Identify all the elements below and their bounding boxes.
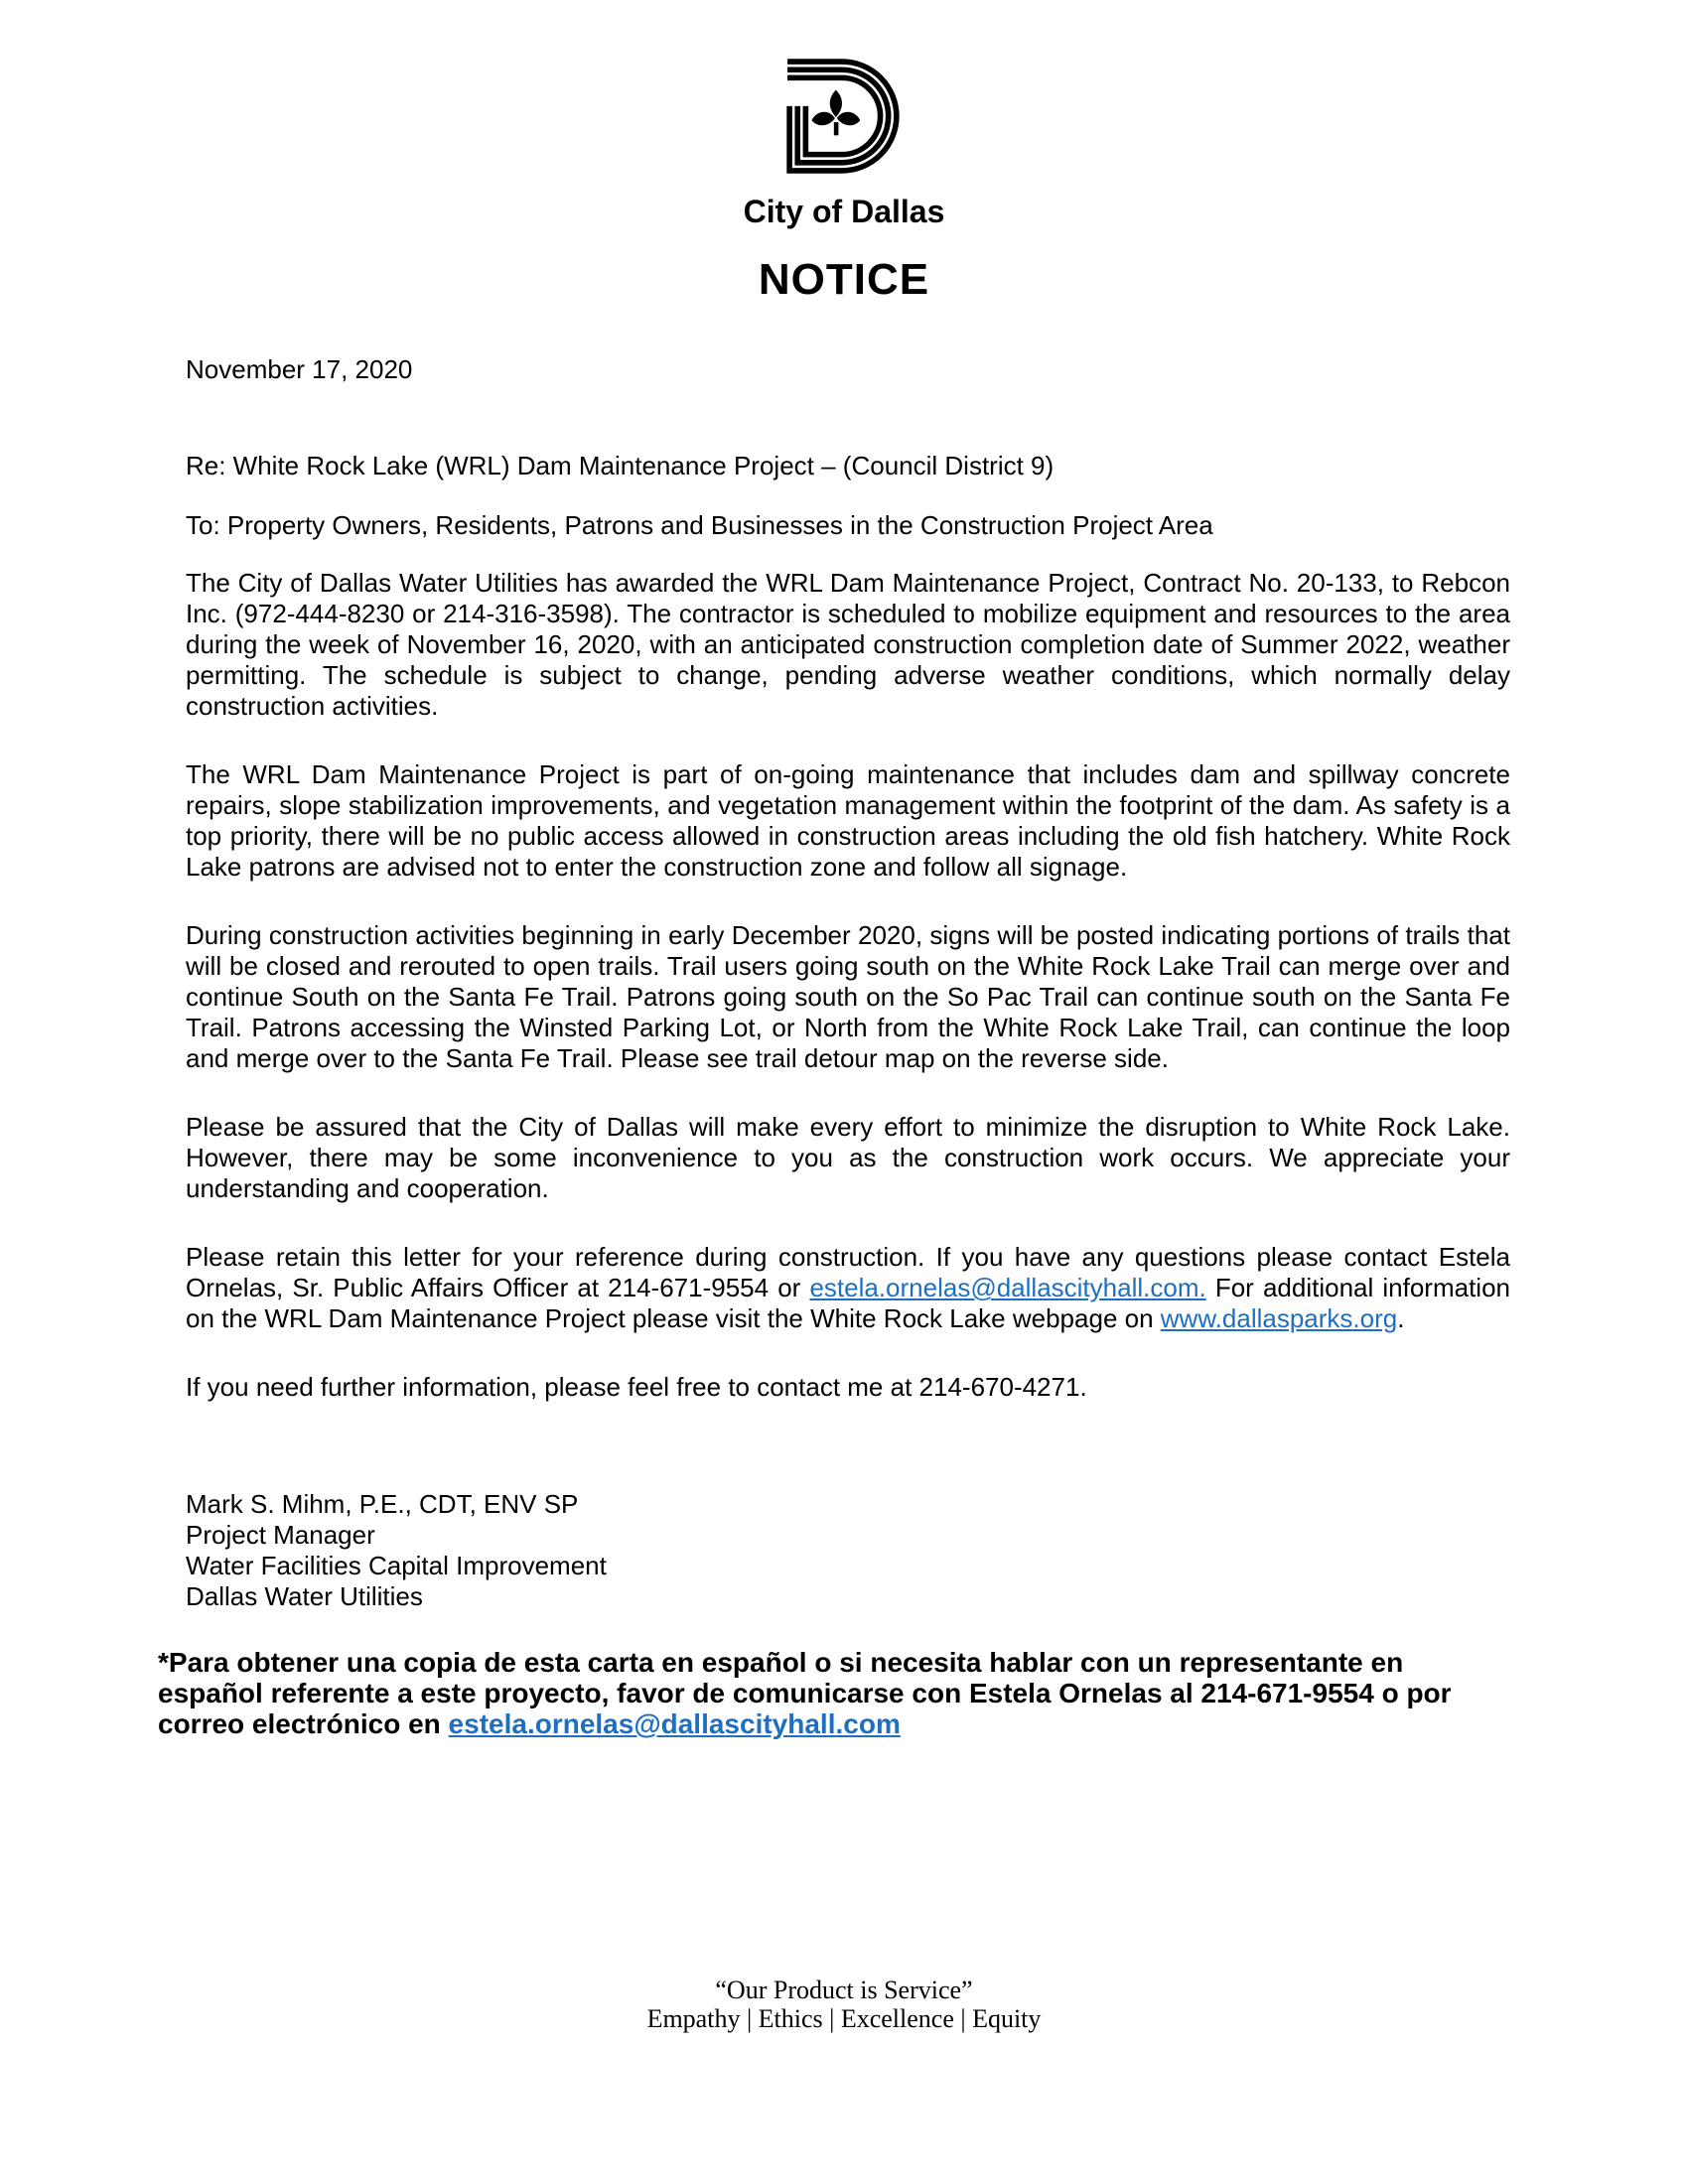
- text-segment: *Para obtener una copia de esta carta en español o si necesita hablar con un representante en español referente a este proyecto, favor de comunicarse con Estela Ornelas al 214-671-9554 o por correo electrónico en: [158, 1647, 1452, 1739]
- signatory-title: Project Manager: [186, 1520, 375, 1550]
- maintenance-paragraph: The WRL Dam Maintenance Project is part of on-going maintenance that includes dam and spillway concrete repairs, slope stabilization improvements, and vegetation management within the footprint of the dam. As safety is a top priority, there will be no public access allowed in construction areas including the old fish hatchery. White Rock Lake patrons are advised not to enter the construction zone and follow all signage.: [186, 759, 1510, 882]
- org-name: City of Dallas: [743, 194, 945, 229]
- email-link[interactable]: estela.ornelas@dallascityhall.com.: [809, 1273, 1206, 1302]
- footer-motto: “Our Product is Service”: [715, 1976, 973, 2004]
- dallasparks-link[interactable]: www.dallasparks.org: [1160, 1303, 1398, 1333]
- text-segment: .: [1397, 1303, 1405, 1333]
- text-segment: Please retain this letter for your reference during construction. If you have any questions please contact Estela Ornelas, Sr. Public Affairs Officer at 214-671-9554 or: [186, 1242, 1510, 1302]
- trail-detour-paragraph: During construction activities beginning in early December 2020, signs will be posted indicating portions of trails that will be closed and rerouted to open trails. Trail users going south on the White Rock Lake Trail can merge over and continue South on the Santa Fe Trail. Patrons going south on the So Pac Trail can continue south on the Santa Fe Trail. Patrons accessing the Winsted Parking Lot, or North from the White Rock Lake Trail, can continue the loop and merge over to the Santa Fe Trail. Please see trail detour map on the reverse side.: [186, 920, 1510, 1073]
- notice-title: NOTICE: [758, 255, 930, 304]
- date-line: November 17, 2020: [186, 354, 413, 384]
- letter-body: [0, 354, 1688, 1739]
- page-footer: [0, 1976, 1688, 2033]
- footer-values: Empathy | Ethics | Excellence | Equity: [646, 2004, 1042, 2033]
- signature-block: [186, 1489, 1510, 1612]
- spanish-email-link[interactable]: estela.ornelas@dallascityhall.com: [448, 1708, 901, 1739]
- signatory-name: Mark S. Mihm, P.E., CDT, ENV SP: [186, 1489, 579, 1519]
- contact-paragraph: [186, 1242, 1510, 1334]
- to-line: To: Property Owners, Residents, Patrons and Businesses in the Construction Project Area: [186, 510, 1213, 540]
- further-info-line: If you need further information, please feel free to contact me at 214-670-4271.: [186, 1372, 1087, 1402]
- city-of-dallas-logo-icon: [782, 164, 906, 181]
- signatory-division: Water Facilities Capital Improvement: [186, 1551, 607, 1580]
- letterhead: [0, 56, 1688, 229]
- text-segment: For additional information on the WRL Dam Maintenance Project please visit the White Rock Lake webpage on: [186, 1273, 1511, 1333]
- award-paragraph: The City of Dallas Water Utilities has awarded the WRL Dam Maintenance Project, Contract No. 20-133, to Rebcon Inc. (972-444-8230 or 214-316-3598). The contractor is scheduled to mobilize equipment and resources to the area during the week of November 16, 2020, with an anticipated construction completion date of Summer 2022, weather permitting. The schedule is subject to change, pending adverse weather conditions, which normally delay construction activities.: [186, 568, 1510, 721]
- re-line: Re: White Rock Lake (WRL) Dam Maintenance Project – (Council District 9): [186, 451, 1055, 480]
- spanish-note: [158, 1647, 1510, 1739]
- signatory-department: Dallas Water Utilities: [186, 1581, 423, 1611]
- assurance-paragraph: Please be assured that the City of Dallas will make every effort to minimize the disruption to White Rock Lake. However, there may be some inconvenience to you as the construction work occurs. We appreciate your understanding and cooperation.: [186, 1112, 1510, 1203]
